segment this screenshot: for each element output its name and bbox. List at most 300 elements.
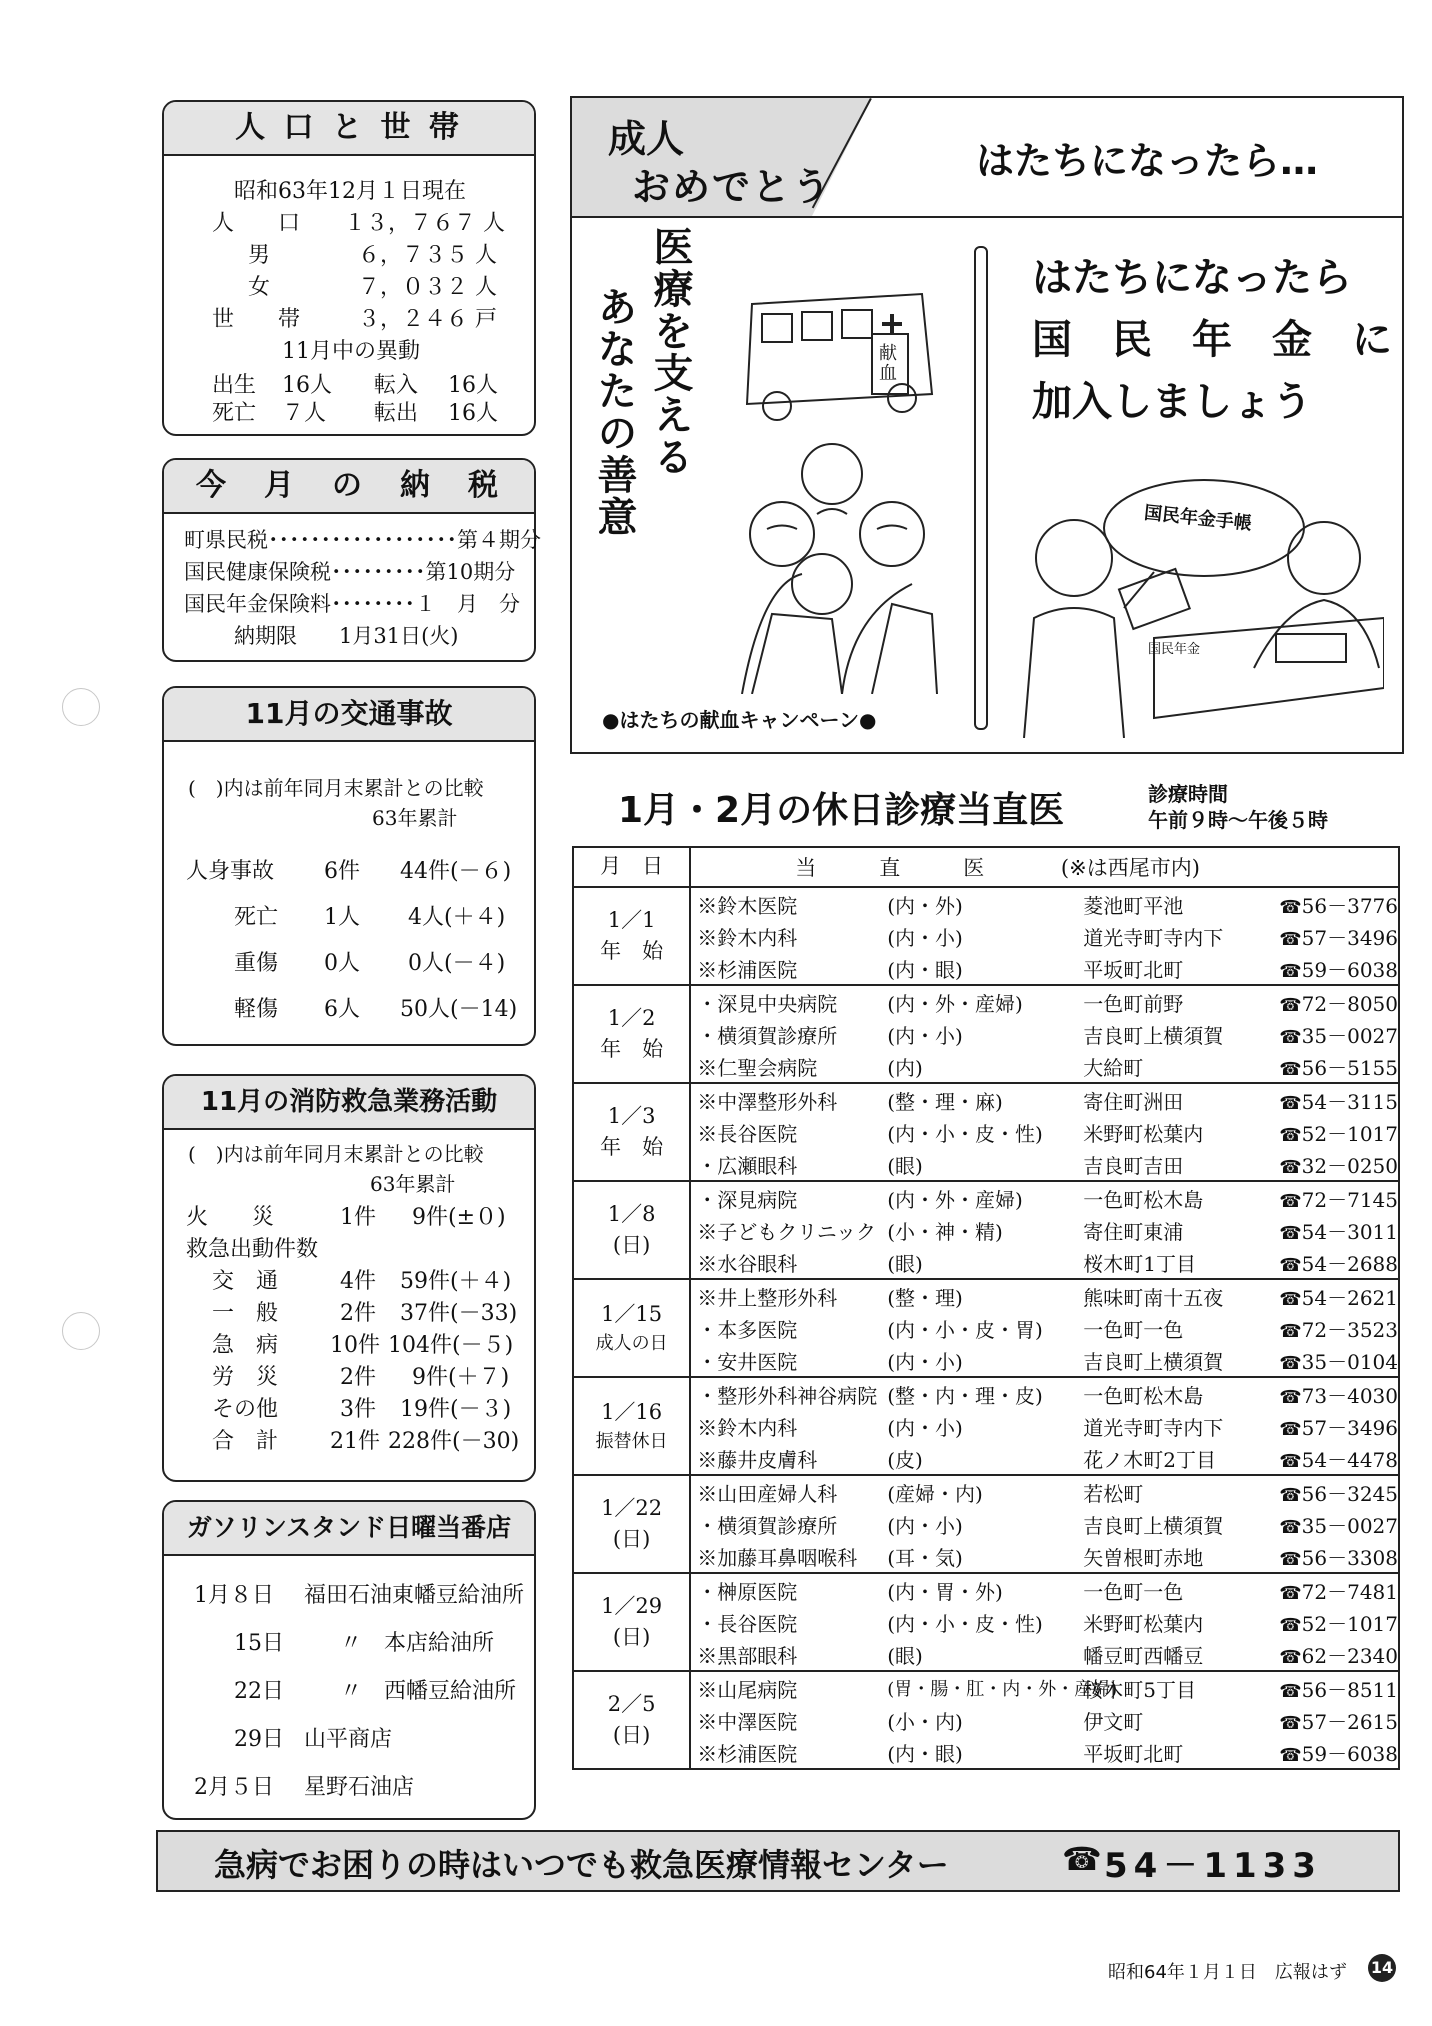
blood-vertical-1: 医療を支える	[647, 226, 693, 478]
doctor-name: ・本多医院	[697, 1317, 798, 1342]
doctor-row	[691, 986, 1398, 1018]
ems-cum-4: 19件(－３)	[400, 1397, 512, 1422]
doctor-phone-number: 52－1017	[1301, 1121, 1398, 1146]
holiday-date: 1／2	[607, 1005, 656, 1030]
traffic-cum-1: 4人(＋４)	[408, 905, 506, 930]
traffic-title: 11月の交通事故	[164, 688, 534, 742]
gas-title: ガソリンスタンド日曜当番店	[164, 1502, 534, 1556]
pop-change-title: 11月中の異動	[282, 339, 420, 364]
holiday-date: 1／22	[601, 1495, 663, 1520]
phone-icon: ☎	[1279, 1124, 1302, 1146]
population-box	[162, 100, 536, 436]
ems-cum-2: 104件(－５)	[388, 1333, 514, 1358]
doctor-departments: (皮)	[887, 1447, 923, 1472]
holiday-day-row	[573, 1475, 1399, 1573]
pension-line1: はたちになったら	[1032, 255, 1352, 301]
doctor-address: 寄住町東浦	[1083, 1219, 1184, 1244]
gas-name-2: 〃 西幡豆給油所	[340, 1679, 517, 1704]
footer-page-number: 14	[1368, 1954, 1396, 1982]
doctor-name: ※仁聖会病院	[697, 1055, 818, 1080]
pop-label-3: 世 帯	[212, 307, 301, 332]
holiday-date-cell	[573, 985, 690, 1083]
emergency-tel: 54－1133	[1104, 1846, 1322, 1886]
ems-count-1: 2件	[340, 1301, 376, 1326]
ems-label-2: 急 病	[212, 1333, 279, 1358]
tax-row-0: 町県民税･･････････････････第４期分	[184, 528, 541, 552]
doctor-phone-number: 56－3308	[1301, 1545, 1398, 1570]
ems-count-3: 2件	[340, 1365, 376, 1390]
ems-count-4: 3件	[340, 1397, 376, 1422]
gas-date-4: 2月５日	[194, 1775, 274, 1800]
doctor-departments: (眼)	[887, 1251, 923, 1276]
doctor-name: ※山田産婦人科	[697, 1481, 838, 1506]
doctor-departments: (眼)	[887, 1153, 923, 1178]
traffic-count-1: 1人	[324, 905, 360, 930]
phone-icon: ☎	[1279, 1222, 1302, 1244]
phone-icon: ☎	[1279, 1352, 1302, 1374]
doctor-departments: (小・神・精)	[887, 1219, 1003, 1244]
doctor-departments: (内・小)	[887, 925, 963, 950]
holiday-day-row	[573, 985, 1399, 1083]
phone-icon: ☎	[1279, 1386, 1302, 1408]
holiday-date-cell	[573, 1083, 690, 1181]
ems-count-0: 4件	[340, 1269, 376, 1294]
phone-icon: ☎	[1279, 1582, 1302, 1604]
doctor-name: ※杉浦医院	[697, 957, 798, 982]
doctor-address: 吉良町上横須賀	[1083, 1023, 1224, 1048]
traffic-cum-2: 0人(－４)	[408, 951, 506, 976]
doctor-departments: (内・胃・外)	[887, 1579, 1003, 1604]
pop-label-0: 人 口	[212, 211, 301, 236]
phone-icon: ☎	[1279, 1026, 1302, 1048]
doctor-name: ※長谷医院	[697, 1121, 798, 1146]
bus-sign: 献血	[879, 343, 897, 384]
doctor-row	[691, 1280, 1398, 1312]
holiday-date: 1／1	[607, 907, 656, 932]
doctor-row	[691, 1442, 1398, 1474]
doctor-phone-number: 57－2615	[1301, 1709, 1398, 1734]
holiday-date: 1／8	[607, 1201, 656, 1226]
ems-cum-0: 59件(＋４)	[400, 1269, 512, 1294]
traffic-count-3: 6人	[324, 997, 360, 1022]
ems-label-4: その他	[212, 1397, 279, 1422]
doctor-row	[691, 1148, 1398, 1180]
doctor-address: 吉良町上横須賀	[1083, 1513, 1224, 1538]
fire-box	[162, 1074, 536, 1482]
doctor-phone	[1279, 1380, 1398, 1409]
doctor-phone-number: 52－1017	[1301, 1611, 1398, 1636]
doctor-name: ・深見病院	[697, 1187, 798, 1212]
doctor-phone-number: 73－4030	[1301, 1383, 1398, 1408]
holiday-date-cell	[573, 1671, 690, 1769]
doctor-address: 菱池町平池	[1083, 893, 1184, 918]
doctor-phone-number: 57－3496	[1301, 1415, 1398, 1440]
doctor-row	[691, 1476, 1398, 1508]
tax-row-2: 国民年金保険料････････１ 月 分	[184, 592, 520, 616]
phone-icon: ☎	[1279, 1484, 1302, 1506]
pop-change-a-value-1: ７人	[282, 401, 327, 426]
doctor-row	[691, 1116, 1398, 1148]
phone-icon: ☎	[1279, 1320, 1302, 1342]
doctor-name: ※加藤耳鼻咽喉科	[697, 1545, 858, 1570]
tax-box	[162, 458, 541, 662]
fire-title: 11月の消防救急業務活動	[164, 1076, 534, 1130]
holiday-doctors-cell	[690, 1181, 1399, 1279]
pop-change-a-label-0: 出生	[212, 373, 257, 398]
doctor-departments: (内)	[887, 1055, 923, 1080]
doctor-phone-number: 54－2621	[1301, 1285, 1398, 1310]
doctor-name: ・深見中央病院	[697, 991, 838, 1016]
tax-title: 今 月 の 納 税	[164, 460, 534, 514]
col-date-header: 月 日	[573, 847, 690, 887]
phone-icon: ☎	[1279, 1614, 1302, 1636]
doctor-address: 若松町	[1083, 1481, 1144, 1506]
fire-label: 火 災	[186, 1205, 275, 1230]
holiday-date: 1／29	[601, 1593, 663, 1618]
ems-label-3: 労 災	[212, 1365, 279, 1390]
holiday-doctors-cell	[690, 1573, 1399, 1671]
phone-icon: ☎	[1279, 1744, 1302, 1766]
doctor-row	[691, 1540, 1398, 1572]
footer-issue: 昭和64年１月１日 広報はず	[1108, 1962, 1347, 1983]
holiday-doctors-cell	[690, 1671, 1399, 1769]
doctor-name: ※鈴木内科	[697, 925, 798, 950]
doctor-address: 平坂町北町	[1083, 1741, 1184, 1766]
traffic-box	[162, 686, 536, 1046]
banner-right: はたちになったら…	[976, 139, 1319, 183]
ems-cum-1: 37件(－33)	[400, 1301, 518, 1326]
traffic-label-2: 重傷	[234, 951, 279, 976]
doctor-phone	[1279, 922, 1398, 951]
doctor-departments: (内・外・産婦)	[887, 1187, 1023, 1212]
doctor-phone-number: 72－7481	[1301, 1579, 1398, 1604]
doctor-name: ※杉浦医院	[697, 1741, 798, 1766]
doctor-departments: (内・外・産婦)	[887, 991, 1023, 1016]
doctor-row	[691, 888, 1398, 920]
doctor-address: 寄住町洲田	[1083, 1089, 1184, 1114]
doctor-address: 米野町松葉内	[1083, 1611, 1204, 1636]
doctor-address: 道光寺町寺内下	[1083, 1415, 1224, 1440]
traffic-note: ( )内は前年同月末累計との比較	[188, 776, 484, 800]
pop-label-2: 女	[248, 275, 271, 300]
holiday-doctors-cell	[690, 1279, 1399, 1377]
doctor-name: ・榊原医院	[697, 1579, 798, 1604]
traffic-label-3: 軽傷	[234, 997, 279, 1022]
doctor-address: 桜木町5丁目	[1083, 1677, 1196, 1702]
doctor-phone	[1279, 1282, 1398, 1311]
holiday-date-note: 年 始	[600, 939, 664, 963]
doctor-phone-number: 59－6038	[1301, 957, 1398, 982]
doctor-phone	[1279, 1706, 1398, 1735]
doctor-name: ・安井医院	[697, 1349, 798, 1374]
phone-icon: ☎	[1279, 928, 1302, 950]
phone-icon: ☎	[1279, 1288, 1302, 1310]
doctor-departments: (眼)	[887, 1643, 923, 1668]
doctor-departments: (内・外)	[887, 893, 963, 918]
doctor-phone-number: 72－3523	[1301, 1317, 1398, 1342]
traffic-count-2: 0人	[324, 951, 360, 976]
fire-count: 1件	[340, 1205, 376, 1230]
holiday-date-note: 年 始	[600, 1037, 664, 1061]
doctor-address: 伊文町	[1083, 1709, 1144, 1734]
holiday-day-row	[573, 1083, 1399, 1181]
pop-value-3: ３，２４６ 戸	[358, 307, 497, 332]
doctor-phone-number: 35－0027	[1301, 1023, 1398, 1048]
phone-icon: ☎	[1279, 1058, 1302, 1080]
doctor-address: 一色町松木島	[1083, 1383, 1204, 1408]
holiday-date-cell	[573, 1279, 690, 1377]
doctor-phone-number: 35－0104	[1301, 1349, 1398, 1374]
emergency-banner	[156, 1830, 1400, 1892]
gas-date-1: 15日	[234, 1631, 284, 1656]
doctor-phone	[1279, 1412, 1398, 1441]
phone-icon: ☎	[1279, 1450, 1302, 1472]
doctor-row	[691, 1508, 1398, 1540]
doctor-row	[691, 1410, 1398, 1442]
col-note-label: (※は西尾市内)	[1060, 856, 1200, 880]
holiday-table	[572, 846, 1400, 1770]
doctor-phone-number: 57－3496	[1301, 925, 1398, 950]
holiday-date-note: (日)	[612, 1527, 651, 1551]
holiday-date: 1／15	[601, 1301, 663, 1326]
doctor-row	[691, 1672, 1398, 1704]
doctor-phone-number: 35－0027	[1301, 1513, 1398, 1538]
tax-row-1: 国民健康保険税･････････第10期分	[184, 560, 516, 584]
holiday-date-note: (日)	[612, 1233, 651, 1257]
doctor-phone-number: 72－8050	[1301, 991, 1398, 1016]
pension-book-label: 国民年金手帳	[1143, 502, 1253, 535]
phone-icon: ☎	[1279, 1254, 1302, 1276]
phone-icon: ☎	[1279, 1516, 1302, 1538]
ems-cum-3: 9件(＋７)	[412, 1365, 510, 1390]
doctor-departments: (整・理・麻)	[887, 1089, 1003, 1114]
doctor-departments: (内・眼)	[887, 1741, 963, 1766]
blood-drive-illustration	[722, 284, 942, 694]
doctor-name: ※中澤整形外科	[697, 1089, 838, 1114]
ems-label-5: 合 計	[212, 1429, 279, 1454]
doctor-row	[691, 1214, 1398, 1246]
doctor-address: 道光寺町寺内下	[1083, 925, 1224, 950]
doctor-phone-number: 56－3245	[1301, 1481, 1398, 1506]
doctor-phone-number: 32－0250	[1301, 1153, 1398, 1178]
doctor-departments: (内・小・皮・胃)	[887, 1317, 1043, 1342]
holiday-date-cell	[573, 887, 690, 985]
holiday-date-note: 振替休日	[595, 1431, 668, 1453]
doctor-name: ※山尾病院	[697, 1677, 798, 1702]
doctor-row	[691, 1050, 1398, 1082]
doctor-departments: (整・理)	[887, 1285, 963, 1310]
holiday-doctors-cell	[690, 1475, 1399, 1573]
doctor-address: 平坂町北町	[1083, 957, 1184, 982]
pop-label-1: 男	[248, 243, 271, 268]
doctor-address: 矢曽根町赤地	[1083, 1545, 1204, 1570]
doctor-phone	[1279, 1216, 1398, 1245]
doctor-phone	[1279, 1608, 1398, 1637]
doctor-row	[691, 1574, 1398, 1606]
doctor-departments: (内・小)	[887, 1023, 963, 1048]
emergency-tel-icon: ☎	[1062, 1840, 1102, 1878]
pension-illustration	[1004, 468, 1384, 738]
phone-icon: ☎	[1279, 1418, 1302, 1440]
doctor-phone	[1279, 1640, 1398, 1669]
doctor-row	[691, 1638, 1398, 1670]
doctor-departments: (内・小・皮・性)	[887, 1121, 1043, 1146]
doctor-name: ・整形外科神谷病院	[697, 1383, 878, 1408]
pop-change-a-value-0: 16人	[282, 373, 332, 398]
traffic-cum-3: 50人(－14)	[400, 997, 518, 1022]
doctor-phone	[1279, 988, 1398, 1017]
banner-left-line2: おめでとう	[632, 165, 833, 209]
holiday-hours: 午前９時～午後５時	[1148, 808, 1328, 832]
doctor-row	[691, 1344, 1398, 1376]
blood-caption: ●はたちの献血キャンペーン●	[602, 708, 877, 732]
pop-change-b-label-1: 転出	[374, 401, 419, 426]
doctor-phone	[1279, 1248, 1398, 1277]
ems-cum-5: 228件(－30)	[388, 1429, 520, 1454]
holiday-date: 1／3	[607, 1103, 656, 1128]
doctor-row	[691, 1246, 1398, 1278]
doctor-address: 米野町松葉内	[1083, 1121, 1204, 1146]
doctor-phone	[1279, 1346, 1398, 1375]
holiday-hours-label: 診療時間	[1148, 782, 1228, 806]
doctor-name: ※黒部眼科	[697, 1643, 798, 1668]
doctor-phone	[1279, 1184, 1398, 1213]
gas-name-3: 山平商店	[304, 1727, 393, 1752]
doctor-address: 一色町一色	[1083, 1579, 1184, 1604]
holiday-date: 1／16	[601, 1399, 663, 1424]
gas-date-3: 29日	[234, 1727, 284, 1752]
doctor-phone-number: 54－4478	[1301, 1447, 1398, 1472]
doctor-phone-number: 72－7145	[1301, 1187, 1398, 1212]
pop-value-0: １３，７６７ 人	[344, 211, 505, 236]
pension-line3: 加入しましょう	[1032, 379, 1312, 425]
doctor-row	[691, 1736, 1398, 1768]
gas-date-0: 1月８日	[194, 1583, 274, 1608]
gas-box	[162, 1500, 536, 1820]
doctor-row	[691, 1606, 1398, 1638]
holiday-day-row	[573, 887, 1399, 985]
phone-icon: ☎	[1279, 896, 1302, 918]
tax-row-3: 納期限 1月31日(火)	[234, 624, 459, 648]
holiday-doctors-cell	[690, 887, 1399, 985]
punch-hole-bottom	[62, 1312, 100, 1350]
doctor-departments: (内・小)	[887, 1349, 963, 1374]
doctor-departments: (胃・腸・肛・内・外・産婦)	[887, 1679, 1118, 1700]
doctor-address: 熊味町南十五夜	[1083, 1285, 1224, 1310]
holiday-header-row	[573, 847, 1399, 887]
doctor-phone-number: 56－8511	[1301, 1677, 1398, 1702]
holiday-date-note: 年 始	[600, 1135, 664, 1159]
population-title: 人 口 と 世 帯	[164, 102, 534, 156]
phone-icon: ☎	[1279, 1548, 1302, 1570]
holiday-day-row	[573, 1377, 1399, 1475]
feature-panel	[570, 96, 1404, 754]
holiday-date-cell	[573, 1377, 690, 1475]
traffic-cum-0: 44件(－６)	[400, 859, 512, 884]
fire-note2: 63年累計	[370, 1172, 456, 1196]
doctor-phone	[1279, 890, 1398, 919]
doctor-phone-number: 62－2340	[1301, 1643, 1398, 1668]
doctor-phone	[1279, 1542, 1398, 1571]
pension-desk-label: 国民年金	[1148, 642, 1201, 657]
holiday-day-row	[573, 1671, 1399, 1769]
feature-separator	[974, 246, 988, 730]
doctor-address: 一色町松木島	[1083, 1187, 1204, 1212]
doctor-row	[691, 920, 1398, 952]
doctor-row	[691, 1704, 1398, 1736]
doctor-phone	[1279, 1674, 1398, 1703]
traffic-label-1: 死亡	[234, 905, 279, 930]
doctor-name: ・横須賀診療所	[697, 1023, 838, 1048]
doctor-name: ※中澤医院	[697, 1709, 798, 1734]
phone-icon: ☎	[1279, 1190, 1302, 1212]
doctor-phone	[1279, 1510, 1398, 1539]
doctor-address: 大給町	[1083, 1055, 1144, 1080]
doctor-departments: (内・小)	[887, 1513, 963, 1538]
doctor-phone	[1279, 1150, 1398, 1179]
pop-change-a-label-1: 死亡	[212, 401, 257, 426]
doctor-address: 一色町前野	[1083, 991, 1184, 1016]
doctor-name: ※子どもクリニック	[697, 1219, 877, 1244]
traffic-note2: 63年累計	[372, 806, 458, 830]
ems-title: 救急出動件数	[186, 1237, 319, 1262]
phone-icon: ☎	[1279, 1680, 1302, 1702]
doctor-name: ・長谷医院	[697, 1611, 798, 1636]
doctor-name: ※鈴木医院	[697, 893, 798, 918]
phone-icon: ☎	[1279, 1646, 1302, 1668]
col-doctor-label: 当 直 医	[795, 856, 985, 880]
doctor-phone-number: 56－3776	[1301, 893, 1398, 918]
doctor-row	[691, 1182, 1398, 1214]
doctor-name: ※水谷眼科	[697, 1251, 798, 1276]
holiday-doctors-cell	[690, 1377, 1399, 1475]
doctor-row	[691, 1378, 1398, 1410]
holiday-date-note: (日)	[612, 1625, 651, 1649]
emergency-text: 急病でお困りの時はいつでも救急医療情報センター	[214, 1846, 949, 1884]
ems-count-2: 10件	[330, 1333, 380, 1358]
doctor-row	[691, 1084, 1398, 1116]
doctor-departments: (産婦・内)	[887, 1481, 983, 1506]
pop-value-2: ７，０３２ 人	[358, 275, 497, 300]
doctor-phone-number: 54－3011	[1301, 1219, 1398, 1244]
banner-left-line1: 成人	[608, 117, 685, 161]
doctor-departments: (内・眼)	[887, 957, 963, 982]
doctor-phone	[1279, 1118, 1398, 1147]
doctor-phone-number: 54－2688	[1301, 1251, 1398, 1276]
doctor-address: 幡豆町西幡豆	[1083, 1643, 1204, 1668]
holiday-day-row	[573, 1181, 1399, 1279]
holiday-date: 2／5	[607, 1691, 656, 1716]
holiday-date-cell	[573, 1573, 690, 1671]
blood-vertical-2: あなたの善意	[591, 286, 637, 538]
doctor-departments: (整・内・理・皮)	[887, 1383, 1043, 1408]
doctor-row	[691, 952, 1398, 984]
gas-date-2: 22日	[234, 1679, 284, 1704]
doctor-phone	[1279, 954, 1398, 983]
doctor-name: ※藤井皮膚科	[697, 1447, 818, 1472]
holiday-day-row	[573, 1279, 1399, 1377]
doctor-address: 一色町一色	[1083, 1317, 1184, 1342]
holiday-date-note: (日)	[612, 1723, 651, 1747]
doctor-departments: (内・小・皮・性)	[887, 1611, 1043, 1636]
gas-name-0: 福田石油東幡豆給油所	[304, 1583, 525, 1608]
holiday-doctors-cell	[690, 985, 1399, 1083]
doctor-name: ※鈴木内科	[697, 1415, 798, 1440]
doctor-row	[691, 1018, 1398, 1050]
holiday-date-cell	[573, 1181, 690, 1279]
phone-icon: ☎	[1279, 1712, 1302, 1734]
doctor-phone	[1279, 1086, 1398, 1115]
